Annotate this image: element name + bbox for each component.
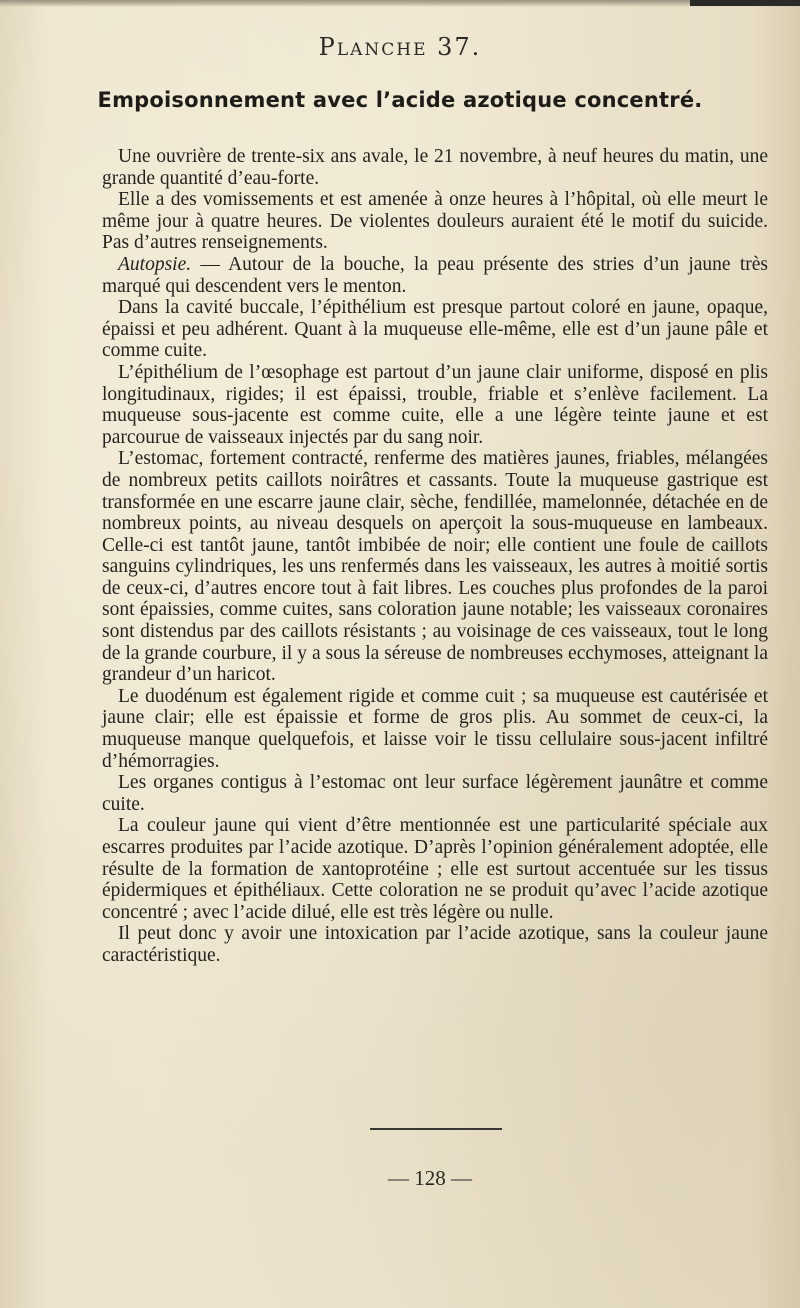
page-top-edge <box>0 0 800 7</box>
paragraph-text: — Autour de la bouche, la peau présente des stries d’un jaune très marqué qui descendent vers le menton. <box>102 253 768 297</box>
paragraph <box>102 254 768 297</box>
paragraph-text: Les organes contigus à l’estomac ont leur surface légèrement jaunâtre et comme cuite. <box>102 772 768 815</box>
paragraph-text: La couleur jaune qui vient d’être mentionnée est une particularité spéciale aux escarres produites par l’acide azotique. D’après l’opinion généralement adoptée, elle résulte de la formation de xantoprotéine ; elle est surtout accentuée sur les tissus épidermiques et épithéliaux. Cette coloration ne se produit qu’avec l’acide azotique concentré ; avec l’acide dilué, elle est très légère ou nulle. <box>102 815 768 923</box>
paragraph <box>102 923 768 966</box>
page-number: — 128 — <box>388 1166 472 1190</box>
paragraph-lead: Autopsie. <box>118 253 192 275</box>
paragraph-text: Le duodénum est également rigide et comme cuit ; sa muqueuse est cautérisée et jaune clair; elle est épaissie et forme de gros plis. Au sommet de ceux-ci, la muqueuse manque quelquefois, et laisse voir le tissu cellulaire sous-jacent infiltré d’hémorragies. <box>102 685 768 772</box>
paragraph-text: Il peut donc y avoir une intoxication par l’acide azotique, sans la couleur jaune caractéristique. <box>102 923 768 966</box>
paragraph-text: Dans la cavité buccale, l’épithélium est presque partout coloré en jaune, opaque, épaissi et peu adhérent. Quant à la muqueuse elle-même, elle est d’un jaune pâle et comme cuite. <box>102 297 768 362</box>
paragraph <box>102 686 768 772</box>
body-text <box>102 146 768 967</box>
page-title: Empoisonnement avec l’acide azotique concentré. <box>97 88 703 112</box>
paragraph <box>102 362 768 448</box>
separator-rule <box>370 1128 502 1130</box>
paragraph-text: Elle a des vomissements et est amenée à onze heures à l’hôpital, où elle meurt le même jour à quatre heures. De violentes douleurs auraient été le motif du suicide. Pas d’autres renseignements. <box>102 189 768 254</box>
paragraph-text: L’estomac, fortement contracté, renferme des matières jaunes, friables, mélangées de nombreux petits caillots noirâtres et cassants. Toute la muqueuse gastrique est transformée en une escarre jaune clair, sèche, fendillée, mamelonnée, détachée en de nombreux points, au niveau desquels on aperçoit la sous-muqueuse en lambeaux. Celle-ci est tantôt jaune, tantôt imbibée de noir; elle contient une foule de caillots sanguins cylindriques, les uns renfermés dans les vaisseaux, les autres à moitié sortis de ceux-ci, d’autres encore tout à fait libres. Les couches plus profondes de la paroi sont épaissies, comme cuites, sans coloration jaune notable; les vaisseaux coronaires sont distendus par des caillots résistants ; au voisinage de ces vaisseaux, tout le long de la grande courbure, il y a sous la séreuse de nombreuses ecchymoses, atteignant la grandeur d’un haricot. <box>102 448 768 686</box>
paragraph <box>102 772 768 815</box>
paragraph <box>102 146 768 189</box>
page-corner-shadow <box>690 0 800 6</box>
paragraph-text: Une ouvrière de trente-six ans avale, le 21 novembre, à neuf heures du matin, une grande quantité d’eau-forte. <box>102 146 768 189</box>
paragraph <box>102 448 768 686</box>
paragraph-text: L’épithélium de l’œsophage est partout d’un jaune clair uniforme, disposé en plis longitudinaux, rigides; il est épaissi, trouble, friable et s’enlève facilement. La muqueuse sous-jacente est comme cuite, elle a une légère teinte jaune et est parcourue de vaisseaux injectés par du sang noir. <box>102 361 768 448</box>
paragraph <box>102 189 768 254</box>
paragraph <box>102 815 768 923</box>
plate-number: Planche 37. <box>318 33 482 61</box>
paragraph <box>102 297 768 362</box>
